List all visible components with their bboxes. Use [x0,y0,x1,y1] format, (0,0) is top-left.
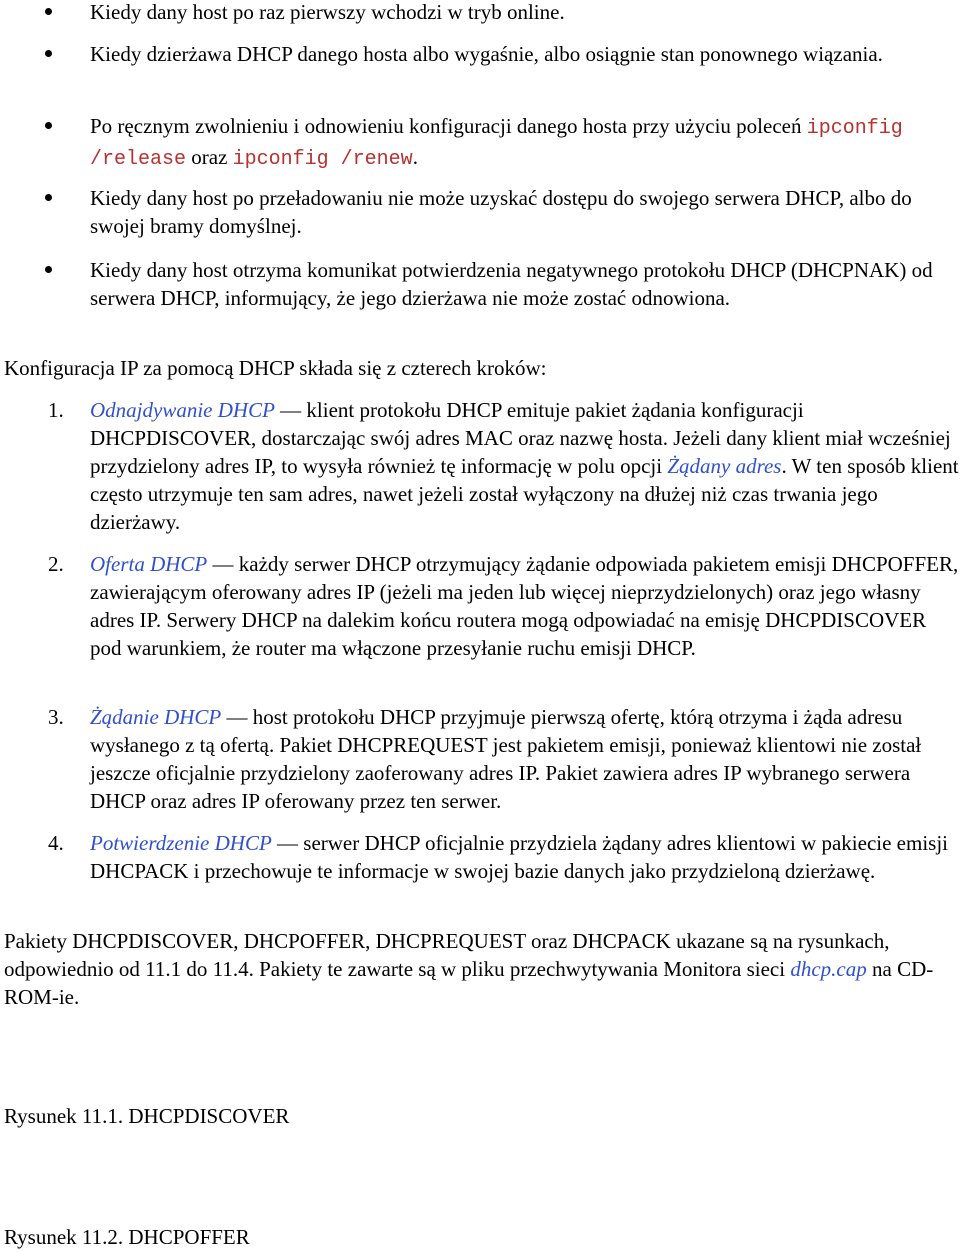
closing-text-end: na CD-ROM-ie. [4,957,934,1009]
step-number: 3. [48,705,64,729]
step-number: 4. [48,831,64,855]
bullet-icon [45,194,52,201]
bullet-icon [45,50,52,57]
step-body: — host protokołu DHCP przyjmuje pierwszą ofertę, którą otrzyma i żąda adresu wysłanego z tą ofertą. Pakiet DHCPREQUEST jest pakietem emisji, ponieważ klientowi nie został jeszcze oficjalnie przydzielony zaoferowany adres IP. Pakiet zawiera adres IP wybranego serwera DHCP oraz adres IP oferowany przez ten serwer. [90,705,922,813]
file-link[interactable]: dhcp.cap [790,957,867,981]
step-text [90,550,960,662]
closing-text: Pakiety DHCPDISCOVER, DHCPOFFER, DHCPREQUEST oraz DHCPACK ukazane są na rysunkach, odpowiednio od 11.1 do 11.4. Pakiety te zawarte są w pliku przechwytywania Monitora sieci [4,929,890,981]
list-item-text [90,112,960,174]
step-number: 1. [48,398,64,422]
step-term: Potwierdzenie DHCP [90,831,272,855]
step-body-cont: . W ten sposób klient często utrzymuje ten sam adres, nawet jeżeli został wyłączony na dłużej niż czas trwania jego dzierżawy. [90,454,959,534]
list-item-text-post: . [412,145,418,169]
bullet-icon [45,266,52,273]
step-text [90,703,960,815]
step-text [90,829,960,885]
command-release: ipconfig /release [90,117,903,171]
step-term: Odnajdywanie DHCP [90,398,275,422]
list-item-text: Kiedy dzierżawa DHCP danego hosta albo wygaśnie, albo osiągnie stan ponownego wiązania. [90,42,883,66]
list-item-text: Kiedy dany host po przeładowaniu nie może uzyskać dostępu do swojego serwera DHCP, albo do swojej bramy domyślnej. [90,186,912,238]
step-text [90,396,960,536]
figure-caption: Rysunek 11.2. DHCPOFFER [4,1225,250,1249]
command-renew: ipconfig /renew [232,148,413,171]
closing-paragraph [4,927,954,1011]
bullet-icon [45,122,52,129]
step-body: — serwer DHCP oficjalnie przydziela żądany adres klientowi w pakiecie emisji DHCPACK i przechowuje te informacje w swojej bazie danych jako przydzieloną dzierżawę. [90,831,949,883]
list-item-text: Kiedy dany host otrzyma komunikat potwierdzenia negatywnego protokołu DHCP (DHCPNAK) od serwera DHCP, informujący, że jego dzierżawa nie może zostać odnowiona. [90,258,933,310]
list-item-text-mid: oraz [191,145,228,169]
step-number: 2. [48,552,64,576]
figure-caption: Rysunek 11.1. DHCPDISCOVER [4,1104,290,1128]
step-term: Żądanie DHCP [90,705,222,729]
step-term: Oferta DHCP [90,552,208,576]
list-item-text-pre: Po ręcznym zwolnieniu i odnowieniu konfiguracji danego hosta przy użyciu poleceń [90,114,802,138]
step-body: — każdy serwer DHCP otrzymujący żądanie odpowiada pakietem emisji DHCPOFFER, zawierającym oferowany adres IP (jeżeli ma jeden lub więcej nieprzydzielonych) oraz jego własny adres IP. Serwery DHCP na dalekim końcu routera mogą odpowiadać na emisję DHCPDISCOVER pod warunkiem, że router ma włączone przesyłanie ruchu emisji DHCP. [90,552,959,660]
list-item-text: Kiedy dany host po raz pierwszy wchodzi w tryb online. [90,0,565,24]
option-term: Żądany adres [667,454,782,478]
bullet-icon [45,8,52,15]
step-body: — klient protokołu DHCP emituje pakiet żądania konfiguracji DHCPDISCOVER, dostarczając swój adres MAC oraz nazwę hosta. Jeżeli dany klient miał wcześniej przydzielony adres IP, to wysyła również tę informację w polu opcji [90,398,951,478]
intro-paragraph: Konfiguracja IP za pomocą DHCP składa się z czterech kroków: [4,356,547,380]
